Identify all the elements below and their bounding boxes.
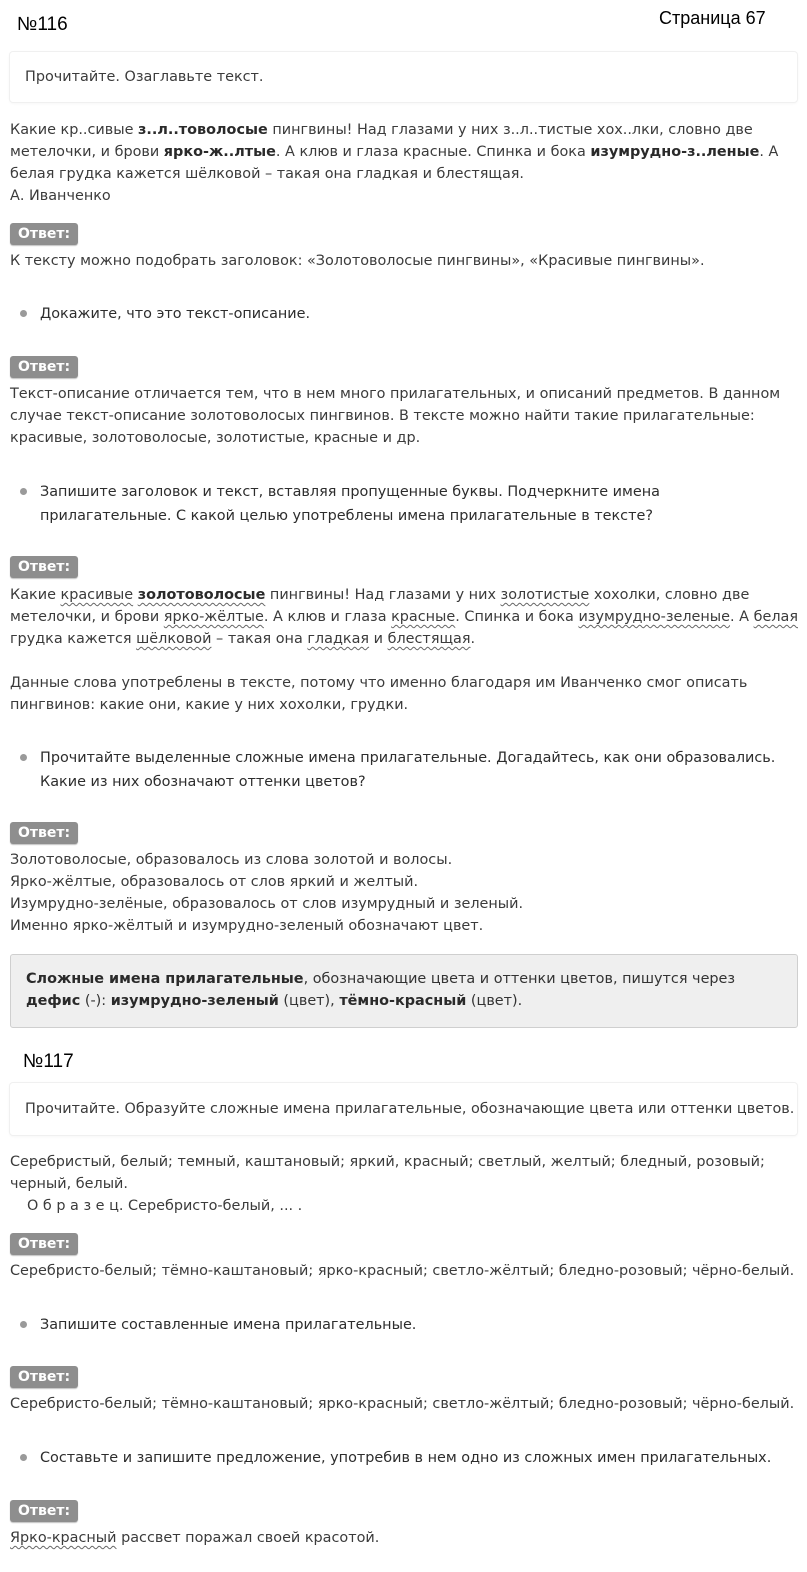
bullet-item: Докажите, что это текст-описание.: [20, 302, 790, 326]
bullet-item: Запишите составленные имена прилагательные.: [20, 1313, 790, 1337]
bullet-item: Прочитайте выделенные сложные имена прилагательные. Догадайтесь, как они образовались. Какие из них обозначают оттенки цветов?: [20, 746, 790, 794]
sample-text: О б р а з е ц. Серебристо-белый, ... .: [27, 1198, 303, 1214]
answer-text: Текст-описание отличается тем, что в нем много прилагательных, и описаний предметов. В данном случае текст-описание золотоволосых пингвинов. В тексте можно найти такие прилагательные: красивые, золотоволосые, золотистые, красные и др.: [10, 386, 781, 446]
answer-badge: Ответ:: [10, 356, 78, 378]
answer-text: Серебристо-белый; тёмно-каштановый; ярко-красный; светло-жёлтый; бледно-розовый; чёрно-белый.: [10, 1263, 795, 1279]
answer-text: К тексту можно подобрать заголовок: «Золотоволосые пингвины», «Красивые пингвины».: [10, 253, 705, 269]
bullet-dot-icon: [20, 310, 27, 317]
task-prompt-116: [9, 51, 798, 103]
answer-text: Серебристо-белый; тёмно-каштановый; ярко-красный; светло-жёлтый; бледно-розовый; чёрно-белый.: [10, 1396, 795, 1412]
task-text-116: Какие кр..сивые з..л..товолосые пингвины! Над глазами у них з..л..тистые хох..лки, словно две метелочки, и брови ярко-ж..лтые. А клюв и глаза красные. Спинка и бока изумрудно-з..леные. А белая грудка кажется шёлковой – такая она гладкая и блестящая. А. Иванченко: [10, 122, 779, 204]
answer-badge: Ответ:: [10, 1366, 78, 1388]
answer-explanation: Данные слова употреблены в тексте, потому что именно благодаря им Иванченко смог описать пингвинов: какие они, какие у них хохолки, грудки.: [10, 675, 748, 713]
task-text-117: Серебристый, белый; темный, каштановый; яркий, красный; светлый, желтый; бледный, розовый; черный, белый. О б р а з е ц. Серебристо-белый, ... .: [10, 1154, 765, 1214]
bullet-dot-icon: [20, 754, 27, 761]
answer-badge: Ответ:: [10, 822, 78, 844]
task-prompt-text: Прочитайте. Озаглавьте текст.: [25, 69, 264, 85]
bullet-dot-icon: [20, 488, 27, 495]
answer-badge: Ответ:: [10, 223, 78, 245]
answer-badge: Ответ:: [10, 1500, 78, 1522]
task-prompt-117: [9, 1082, 798, 1136]
bullet-item: Составьте и запишите предложение, употребив в нем одно из сложных имен прилагательных.: [20, 1446, 790, 1470]
task-prompt-text: Прочитайте. Образуйте сложные имена прилагательные, обозначающие цвета или оттенки цветов.: [25, 1101, 795, 1117]
answer-badge: Ответ:: [10, 556, 78, 578]
task-number-117: №117: [23, 1051, 74, 1072]
answer-text-underlined: Ярко-красный рассвет поражал своей красотой.: [10, 1530, 380, 1546]
bullet-item: Запишите заголовок и текст, вставляя пропущенные буквы. Подчеркните имена прилагательные. С какой целью употреблены имена прилагательные в тексте?: [20, 480, 790, 528]
page-label: Страница 67: [659, 8, 766, 28]
answer-badge: Ответ:: [10, 1233, 78, 1255]
author: А. Иванченко: [10, 188, 111, 204]
answer-text-underlined: Какие красивые золотоволосые пингвины! Над глазами у них золотистые хохолки, словно две метелочки, и брови ярко-жёлтые. А клюв и глаза красные. Спинка и бока изумрудно-зеленые. А белая грудка кажется шёлковой – такая она гладкая и блестящая.: [10, 587, 798, 647]
bullet-dot-icon: [20, 1321, 27, 1328]
rule-note: Сложные имена прилагательные, обозначающие цвета и оттенки цветов, пишутся через дефис (-): изумрудно-зеленый (цвет), тёмно-красный (цвет).: [10, 954, 798, 1028]
bullet-dot-icon: [20, 1454, 27, 1461]
answer-text: Золотоволосые, образовалось из слова золотой и волосы. Ярко-жёлтые, образовалось от слов яркий и желтый. Изумрудно-зелёные, образовалось от слов изумрудный и зеленый. Именно ярко-жёлтый и изумрудно-зеленый обозначают цвет.: [10, 852, 524, 934]
task-number-116: №116: [17, 14, 68, 35]
